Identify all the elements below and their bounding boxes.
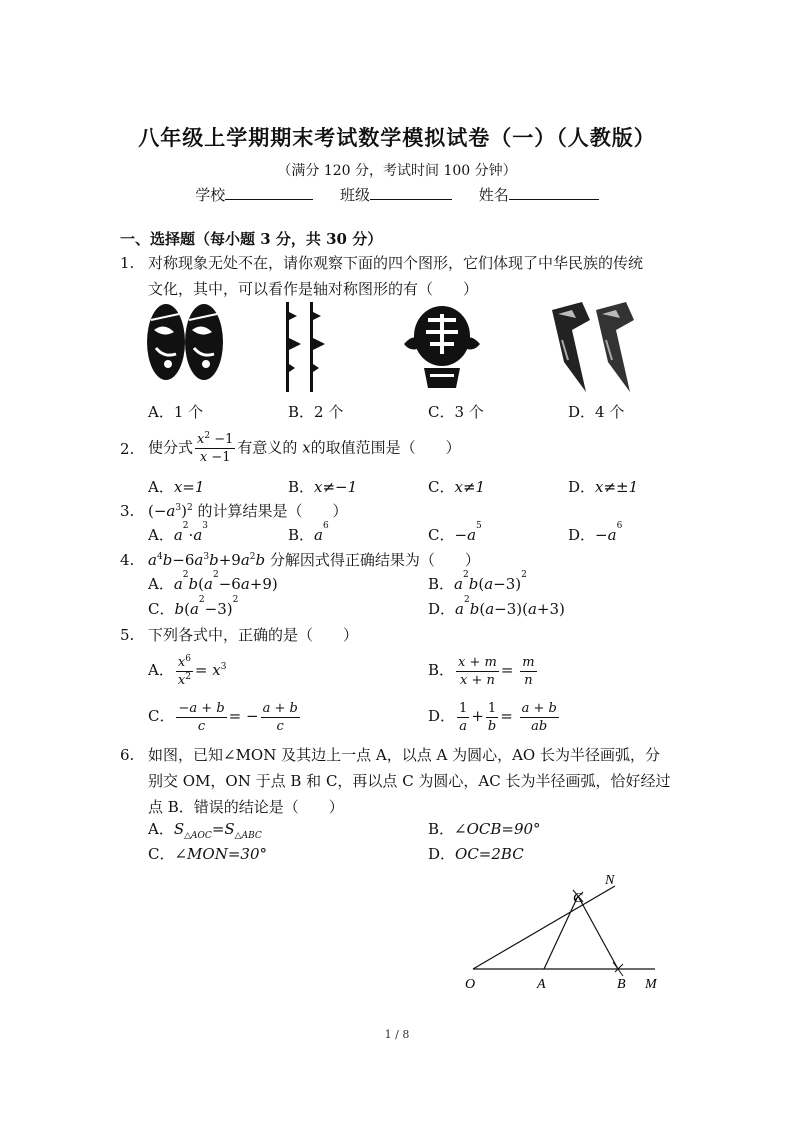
- option-b[interactable]: [288, 476, 357, 497]
- question-text-suffix: 有意义的: [237, 438, 298, 457]
- question-text: [148, 431, 688, 466]
- question-text-line: 别交 OM，ON 于点 B 和 C，再以点 C 为圆心，AC 长为半径画弧，恰好经过: [148, 772, 671, 790]
- fraction-expression: $\frac{a + b}{ab}$: [521, 700, 557, 734]
- question-text-suffix: 的计算结果是（ ）: [197, 502, 348, 520]
- option-label: A．: [148, 478, 174, 496]
- point-label-n: N: [605, 873, 615, 888]
- fraction-expression: $\frac{1}{b}$: [487, 700, 497, 734]
- point-label-c: C: [573, 891, 583, 906]
- option-c[interactable]: C．3 个: [428, 403, 484, 421]
- ray-on: [473, 886, 615, 969]
- fraction-expression: $\frac{x^2 -1}{x -1}$: [197, 431, 234, 465]
- fraction-expression: $\frac{x^6}{x^2}$: [177, 653, 191, 688]
- question-text: $a^4b-6a^3b+9a^2b$ 分解因式得正确结果为（ ）: [148, 551, 480, 569]
- option-b[interactable]: B．$a^6$: [288, 521, 329, 544]
- fraction-expression: $\frac{1}{a}$: [459, 700, 468, 734]
- fraction-expression: $\frac{x + m}{x + n}$: [458, 654, 497, 688]
- question-text-suffix: 的取值范围是（ ）: [310, 438, 461, 457]
- variable-x: x: [302, 438, 311, 457]
- question-2: [0, 431, 794, 472]
- option-label: B．: [428, 575, 455, 593]
- question-5: [0, 622, 794, 648]
- option-label: C．: [428, 478, 455, 496]
- school-blank[interactable]: [225, 185, 313, 200]
- option-label: D．: [428, 707, 456, 725]
- geometry-figure: [455, 866, 675, 996]
- option-b[interactable]: B．$a^2b(a-3)^2$: [428, 570, 527, 593]
- exam-subtitle: （满分 120 分，考试时间 100 分钟）: [277, 163, 517, 179]
- school-label: 学校: [195, 186, 226, 204]
- fraction-expression: $\frac{a + b}{c}$: [262, 700, 298, 734]
- option-a[interactable]: [148, 476, 204, 497]
- option-c[interactable]: C．$b(a^2-3)^2$: [148, 595, 239, 618]
- option-label: C．: [148, 600, 175, 618]
- segment-ac: [544, 896, 578, 969]
- option-label: A．: [148, 820, 174, 838]
- opera-mask-image: [146, 302, 226, 392]
- option-label: A．: [148, 661, 174, 679]
- question-text-line: 对称现象无处不在，请你观察下面的四个图形，它们体现了中华民族的传统: [148, 254, 644, 272]
- question-text-line: 文化，其中，可以看作是轴对称图形的有（ ）: [148, 280, 479, 298]
- option-label: B．: [288, 478, 315, 496]
- option-d[interactable]: D． $\frac{1}{a}$ + $\frac{1}{b}$ = $\frac{a + b}{ab}$: [428, 700, 557, 734]
- question-number: 5.: [120, 626, 135, 644]
- swallow-kite-image: [550, 300, 642, 392]
- question-number: 1.: [120, 254, 135, 272]
- option-value: x≠−1: [314, 478, 358, 496]
- name-label: 姓名: [478, 186, 509, 204]
- option-d[interactable]: D．$-a^6$: [568, 521, 623, 544]
- question-text: [148, 250, 688, 302]
- option-label: C．: [428, 526, 455, 544]
- option-value: x≠±1: [595, 478, 639, 496]
- option-label: B．: [428, 661, 455, 679]
- question-4: [0, 547, 794, 573]
- option-d[interactable]: [428, 843, 524, 864]
- question-6: [0, 742, 794, 822]
- option-c[interactable]: [148, 843, 267, 864]
- option-label: B．: [428, 820, 455, 838]
- point-label-b: B: [617, 977, 626, 992]
- option-b[interactable]: B．2 个: [288, 403, 344, 421]
- question-number: 6.: [120, 746, 135, 764]
- option-value: ∠MON=30°: [174, 845, 267, 863]
- point-label-m: M: [645, 977, 657, 992]
- page-number: 1 / 8: [384, 1028, 410, 1041]
- option-value: x≠1: [454, 478, 486, 496]
- question-number: 4.: [120, 551, 135, 569]
- option-a[interactable]: A．$a^2b(a^2-6a+9)$: [148, 570, 278, 593]
- question-text-line: 如图，已知∠MON 及其边上一点 A，以点 A 为圆心，AO 长为半径画弧，分: [148, 746, 660, 764]
- point-label-a: A: [537, 977, 546, 992]
- double-happiness-image: [402, 300, 482, 392]
- student-info-line: [0, 184, 794, 205]
- question-3: [0, 498, 794, 524]
- class-blank[interactable]: [370, 185, 452, 200]
- question-1: [0, 250, 794, 310]
- fraction-expression: $\frac{m}{n}$: [522, 654, 535, 688]
- option-b[interactable]: [428, 818, 541, 839]
- question-number: 2.: [120, 440, 135, 458]
- option-label: A．: [148, 575, 174, 593]
- question-text: $(-a^3)^2$ 的计算结果是（ ）: [148, 502, 348, 520]
- question-text-suffix: 分解因式得正确结果为（ ）: [269, 551, 480, 569]
- option-b[interactable]: B． $\frac{x + m}{x + n}$ = $\frac{m}{n}$: [428, 654, 535, 688]
- option-a[interactable]: A．1 个: [148, 403, 204, 421]
- section-heading: 一、选择题（每小题 3 分，共 30 分）: [120, 230, 383, 248]
- question-text: 下列各式中，正确的是（ ）: [148, 626, 359, 644]
- point-label-o: O: [465, 977, 476, 992]
- option-label: D．: [568, 526, 596, 544]
- page-title: 八年级上学期期末考试数学模拟试卷（一）（人教版）: [138, 125, 656, 150]
- option-label: C．: [148, 707, 175, 725]
- ornament-pattern-image: [278, 302, 328, 392]
- question-text-prefix: 使分式: [148, 438, 194, 457]
- option-a[interactable]: A． $\frac{x^6}{x^2}$ = $x^3$: [148, 653, 227, 688]
- option-label: D．: [568, 478, 596, 496]
- option-value: ∠OCB=90°: [454, 820, 541, 838]
- option-c[interactable]: [428, 476, 485, 497]
- option-d[interactable]: D．4 个: [568, 403, 625, 421]
- question-text-line: 点 B．错误的结论是（ ）: [148, 798, 344, 816]
- option-d[interactable]: [568, 476, 638, 497]
- option-c[interactable]: C． $\frac{-a + b}{c}$ = − $\frac{a + b}{c}$: [148, 700, 298, 734]
- segment-cb: [578, 896, 618, 969]
- class-label: 班级: [339, 186, 370, 204]
- fraction-expression: $\frac{-a + b}{c}$: [178, 700, 225, 734]
- option-c[interactable]: C．$-a^5$: [428, 521, 482, 544]
- option-a[interactable]: A．$a^2\cdot a^3$: [148, 521, 208, 544]
- option-value: OC=2BC: [455, 845, 524, 863]
- name-blank[interactable]: [509, 185, 599, 200]
- option-label: D．: [428, 845, 456, 863]
- question-number: 3.: [120, 502, 135, 520]
- option-label: D．: [428, 600, 456, 618]
- option-label: B．: [288, 526, 315, 544]
- option-a[interactable]: A．$S_{\triangle AOC}=S_{\triangle ABC}$: [148, 820, 262, 841]
- option-label: C．: [148, 845, 175, 863]
- question-text: [148, 742, 688, 820]
- option-label: A．: [148, 526, 174, 544]
- option-d[interactable]: D．$a^2b(a-3)(a+3)$: [428, 595, 565, 618]
- option-value: x=1: [173, 478, 205, 496]
